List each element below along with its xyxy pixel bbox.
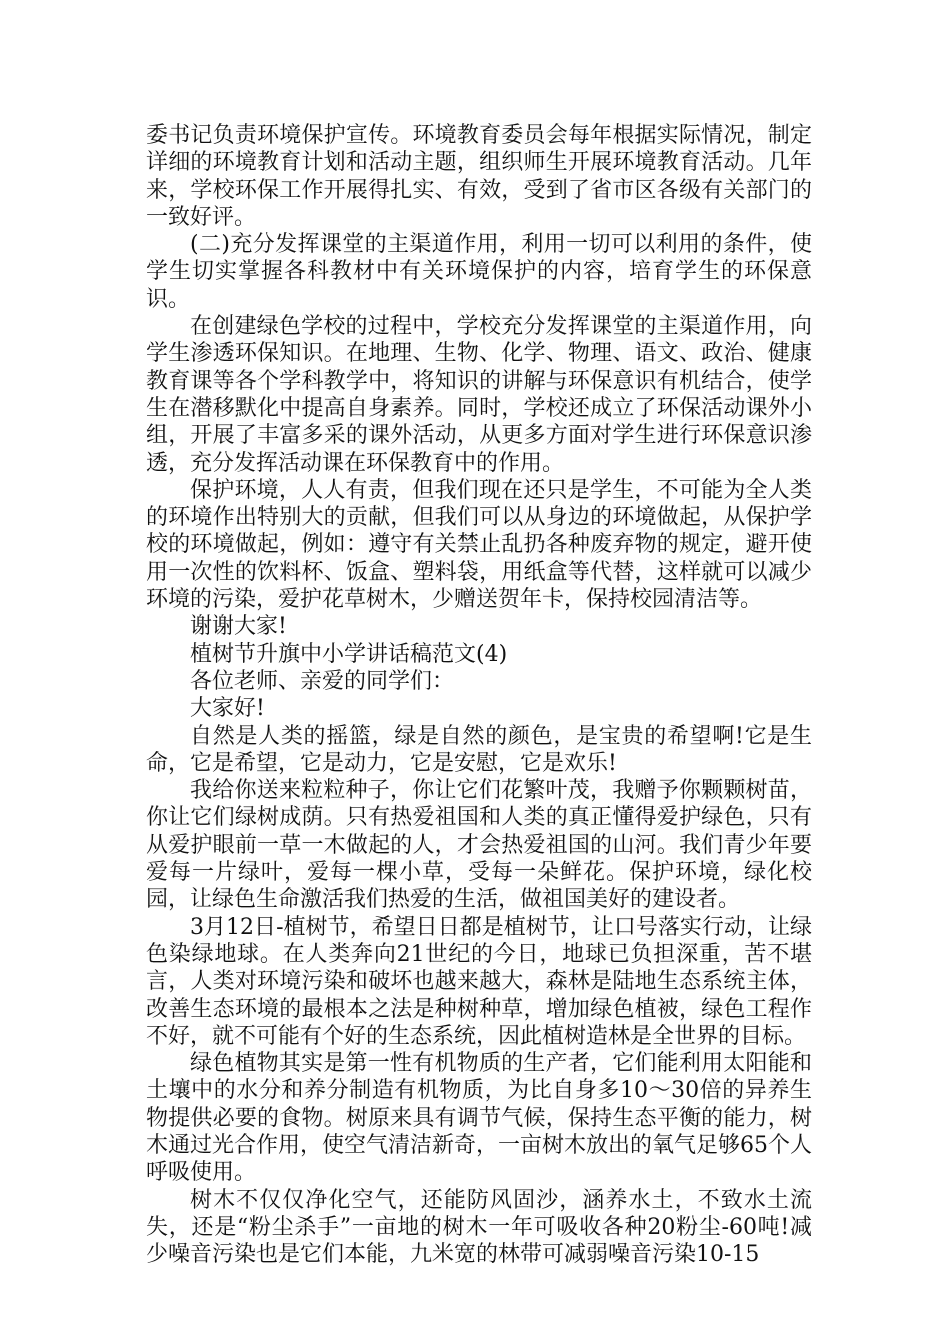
paragraph: 保护环境，人人有责，但我们现在还只是学生，不可能为全人类的环境作出特别大的贡献，但我们可以从身边的环境做起，从保护学校的环境做起，例如：遵守有关禁止乱扔各种废弃物的规定，避开使用一次性的饮料杯、饭盒、塑料袋，用纸盒等代替，这样就可以减少环境的污染，爱护花草树木，少赠送贺年卡，保持校园清洁等。 (146, 477, 812, 613)
paragraph: 3月12日-植树节，希望日日都是植树节，让口号落实行动，让绿色染绿地球。在人类奔向21世纪的今日，地球已负担深重，苦不堪言，人类对环境污染和破坏也越来越大，森林是陆地生态系统主体，改善生态环境的最根本之法是种树种草，增加绿色植被，绿色工程作不好，就不可能有个好的生态系统，因此植树造林是全世界的目标。 (146, 914, 812, 1049)
closing-thanks: 谢谢大家! (190, 614, 287, 640)
greeting: 大家好! (190, 696, 265, 722)
paragraph: (二)充分发挥课堂的主渠道作用，利用一切可以利用的条件，使学生切实掌握各科教材中有关环境保护的内容，培育学生的环保意识。 (146, 232, 812, 312)
section-title: 植树节升旗中小学讲话稿范文(4) (190, 641, 508, 667)
paragraph: 绿色植物其实是第一性有机物质的生产者，它们能利用太阳能和土壤中的水分和养分制造有机物质，为比自身多10～30倍的异养生物提供必要的食物。树原来具有调节气候，保持生态平衡的能力，树木通过光合作用，使空气清洁新奇，一亩树木放出的氧气足够65个人呼吸使用。 (146, 1051, 812, 1186)
paragraph: 在创建绿色学校的过程中，学校充分发挥课堂的主渠道作用，向学生渗透环保知识。在地理、生物、化学、物理、语文、政治、健康教育课等各个学科教学中，将知识的讲解与环保意识有机结合，使学生在潜移默化中提高自身素养。同时，学校还成立了环保活动课外小组，开展了丰富多采的课外活动，从更多方面对学生进行环保意识渗透，充分发挥活动课在环保教育中的作用。 (146, 314, 812, 476)
paragraph: 委书记负责环境保护宣传。环境教育委员会每年根据实际情况，制定详细的环境教育计划和活动主题，组织师生开展环境教育活动。几年来，学校环保工作开展得扎实、有效，受到了省市区各级有关部门的一致好评。 (146, 123, 812, 230)
document-body (146, 122, 812, 1268)
paragraph: 树木不仅仅净化空气，还能防风固沙，涵养水土，不致水土流失，还是“粉尘杀手”一亩地的树木一年可吸收各种20粉尘-60吨!减少噪音污染也是它们本能，九米宽的林带可减弱噪音污染10-15 (146, 1187, 812, 1268)
salutation: 各位老师、亲爱的同学们： (190, 668, 455, 694)
paragraph: 我给你送来粒粒种子，你让它们花繁叶茂，我赠予你颗颗树苗，你让它们绿树成荫。只有热爱祖国和人类的真正懂得爱护绿色，只有从爱护眼前一草一木做起的人，才会热爱祖国的山河。我们青少年要爱每一片绿叶，爱每一棵小草，受每一朵鲜花。保护环境，绿化校园，让绿色生命激活我们热爱的生活，做祖国美好的建设者。 (146, 778, 812, 913)
paragraph: 自然是人类的摇篮，绿是自然的颜色，是宝贵的希望啊!它是生命，它是希望，它是动力，它是安慰，它是欢乐! (146, 723, 812, 776)
